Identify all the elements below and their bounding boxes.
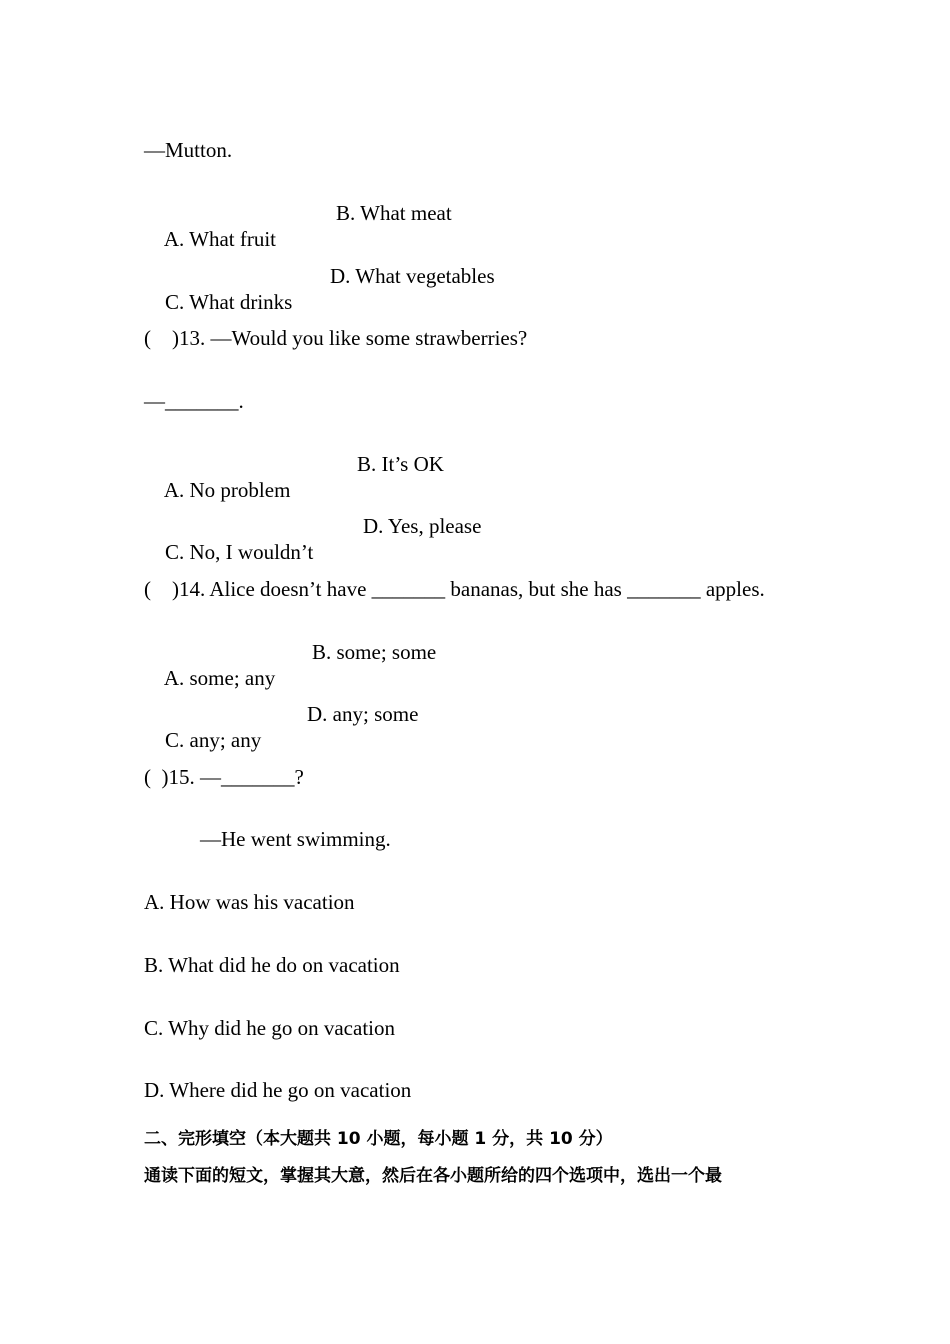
q14-option-a: A. some; any [163, 666, 276, 690]
q12-option-a: A. What fruit [163, 227, 277, 251]
q15-option-c: C. Why did he go on vacation [144, 1016, 395, 1040]
q14-option-d: D. any; some [307, 702, 419, 726]
q13-option-c: C. No, I wouldn’t [165, 540, 314, 564]
q12-option-b: B. What meat [336, 201, 452, 225]
q13-answer-blank: —_______. [144, 389, 244, 413]
q15-option-b: B. What did he do on vacation [144, 953, 400, 977]
section-instruction: 通读下面的短文，掌握其大意，然后在各小题所给的四个选项中，选出一个最 [144, 1166, 722, 1186]
q14-option-b: B. some; some [312, 640, 437, 664]
q15-option-a: A. How was his vacation [144, 890, 355, 914]
q13-option-b: B. It’s OK [357, 452, 444, 476]
q13-option-d: D. Yes, please [363, 514, 482, 538]
q14-option-c: C. any; any [165, 728, 262, 752]
q12-option-d: D. What vegetables [330, 264, 495, 288]
question-13: ( )13. —Would you like some strawberries? [144, 326, 528, 350]
answer-line-mutton: —Mutton. [144, 138, 233, 162]
q12-option-c: C. What drinks [165, 290, 293, 314]
q13-option-a: A. No problem [163, 478, 291, 502]
section-heading: 二、完形填空（本大题共 10 小题，每小题 1 分，共 10 分） [144, 1129, 613, 1149]
q15-option-d: D. Where did he go on vacation [144, 1078, 412, 1102]
question-15: ( )15. —_______? [144, 765, 304, 789]
question-14: ( )14. Alice doesn’t have _______ bananas, but she has _______ apples. [144, 577, 765, 601]
q15-response: —He went swimming. [200, 827, 391, 851]
